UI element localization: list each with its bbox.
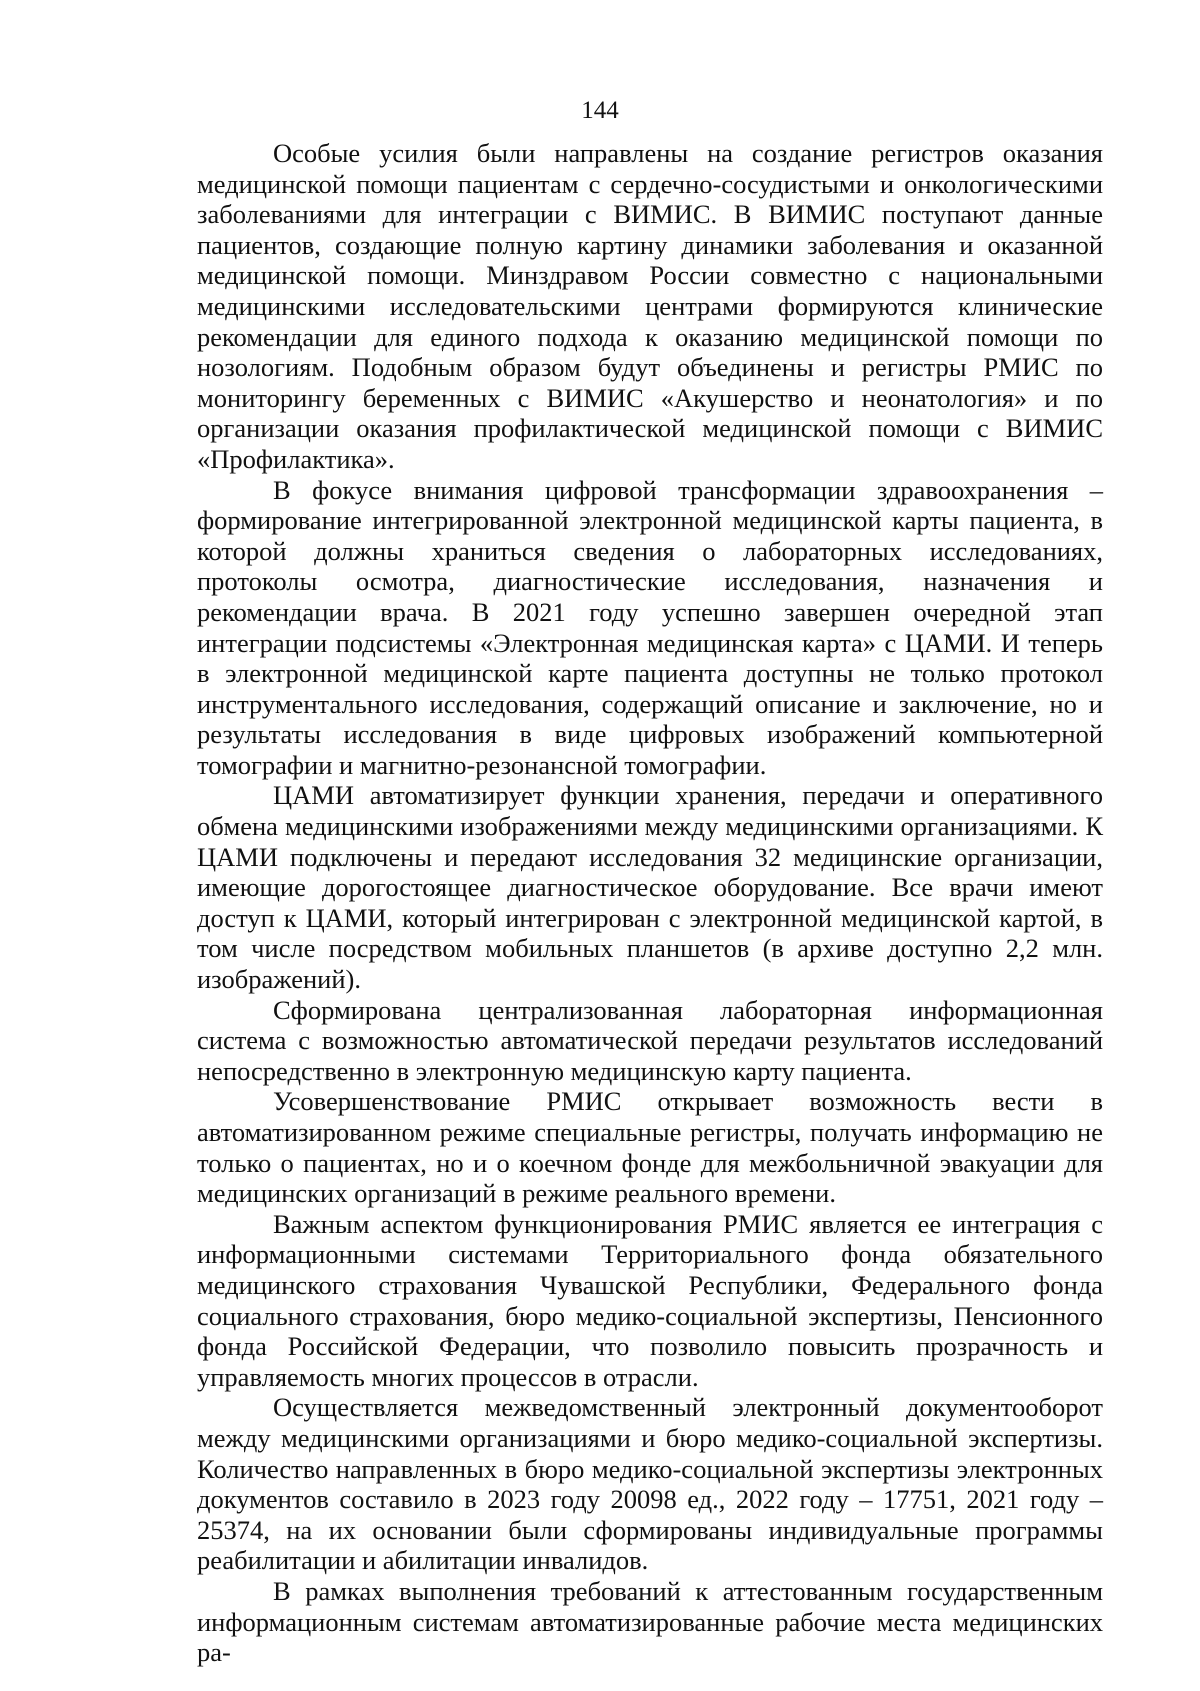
paragraph-cami-archive: ЦАМИ автоматизирует функции хранения, передачи и оперативного обмена медицинскими изображениями между медицинскими организациями. К ЦАМИ подключены и передают исследования 32 медицинские организации, имеющие дорогостоящее диагностическое оборудование. Все врачи имеют доступ к ЦАМИ, который интегрирован с электронной медицинской картой, в том числе посредством мобильных планшетов (в архиве доступно 2,2 млн. изображений).	[197, 780, 1103, 995]
page-number: 144	[581, 97, 619, 124]
paragraph-electronic-medical-record: В фокусе внимания цифровой трансформации здравоохранения – формирование интегрированной электронной медицинской карты пациента, в которой должны храниться сведения о лабораторных исследованиях, протоколы осмотра, диагностические исследования, назначения и рекомендации врача. В 2021 году успешно завершен очередной этап интеграции подсистемы «Электронная медицинская карта» с ЦАМИ. И теперь в электронной медицинской карте пациента доступны не только протокол инструментального исследования, содержащий описание и заключение, но и результаты исследования в виде цифровых изображений компьютерной томографии и магнитно-резонансной томографии.	[197, 474, 1103, 780]
paragraph-rmis-integration: Важным аспектом функционирования РМИС является ее интеграция с информационными системами Территориального фонда обязательного медицинского страхования Чувашской Республики, Федерального фонда социального страхования, бюро медико-социальной экспертизы, Пенсионного фонда Российской Федерации, что позволило повысить прозрачность и управляемость многих процессов в отрасли.	[197, 1208, 1103, 1392]
paragraph-attested-systems: В рамках выполнения требований к аттестованным государственным информационным системам автоматизированные рабочие места медицинских ра-	[197, 1575, 1103, 1668]
paragraph-laboratory-system: Сформирована централизованная лабораторная информационная система с возможностью автоматической передачи результатов исследований непосредственно в электронную медицинскую карту пациента.	[197, 994, 1103, 1086]
paragraph-rmis-registers: Усовершенствование РМИС открывает возможность вести в автоматизированном режиме специальные регистры, получать информацию не только о пациентах, но и о коечном фонде для межбольничной эвакуации для медицинских организаций в режиме реального времени.	[197, 1086, 1103, 1209]
body-text	[197, 138, 1103, 1668]
paragraph-vimis-registers: Особые усилия были направлены на создание регистров оказания медицинской помощи пациентам с сердечно-сосудистыми и онкологическими заболеваниями для интеграции с ВИМИС. В ВИМИС поступают данные пациентов, создающие полную картину динамики заболевания и оказанной медицинской помощи. Минздравом России совместно с национальными медицинскими исследовательскими центрами формируются клинические рекомендации для единого подхода к оказанию медицинской помощи по нозологиям. Подобным образом будут объединены и регистры РМИС по мониторингу беременных с ВИМИС «Акушерство и неонатология» и по организации оказания профилактической медицинской помощи с ВИМИС «Профилактика».	[197, 138, 1103, 474]
paragraph-document-exchange: Осуществляется межведомственный электронный документооборот между медицинскими организациями и бюро медико-социальной экспертизы. Количество направленных в бюро медико-социальной экспертизы электронных документов составило в 2023 году 20098 ед., 2022 году – 17751, 2021 году – 25374, на их основании были сформированы индивидуальные программы реабилитации и абилитации инвалидов.	[197, 1392, 1103, 1576]
